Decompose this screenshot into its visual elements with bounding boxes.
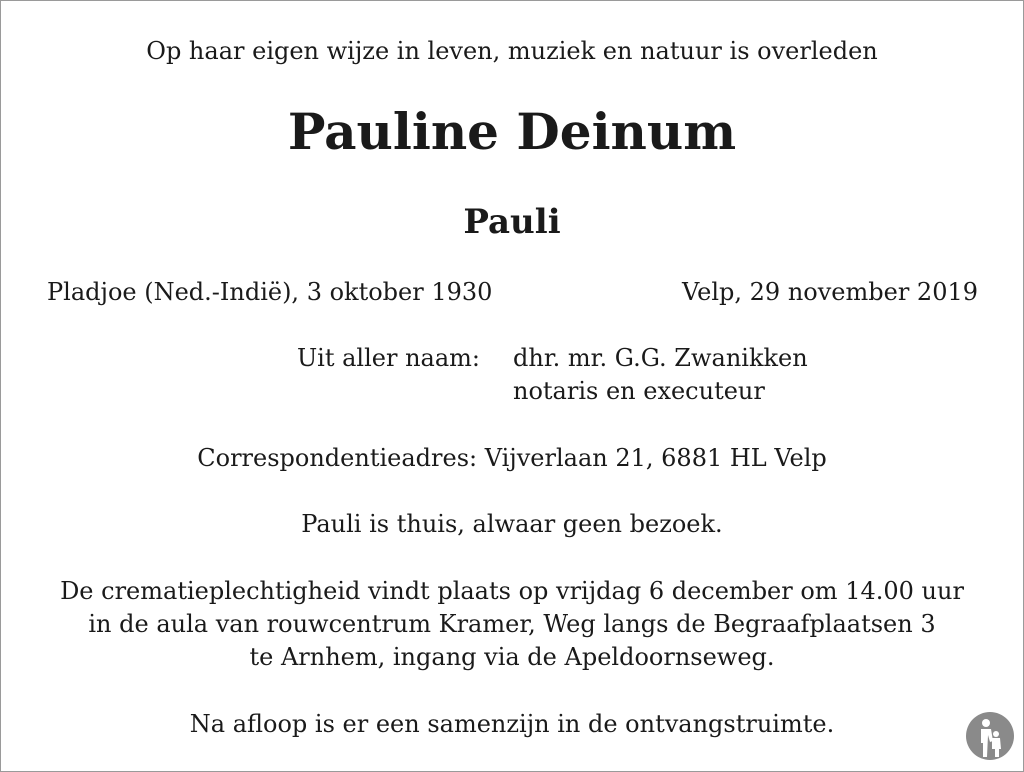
cremation-line-1: De crematieplechtigheid vindt plaats op vrijdag 6 december om 14.00 uur — [60, 577, 964, 605]
signature-label: Uit aller naam: — [296, 344, 480, 372]
deceased-nickname: Pauli — [463, 202, 561, 242]
intro-text: Op haar eigen wijze in leven, muziek en natuur is overleden — [146, 37, 878, 65]
cremation-line-2: in de aula van rouwcentrum Kramer, Weg langs de Begraafplaatsen 3 — [88, 610, 936, 638]
correspondence-address: Correspondentieadres: Vijverlaan 21, 6881 HL Velp — [197, 444, 827, 472]
signature-role: notaris en executeur — [513, 377, 765, 405]
death-place-date: Velp, 29 november 2019 — [682, 278, 978, 306]
birth-place-date: Pladjoe (Ned.-Indië), 3 oktober 1930 — [47, 278, 493, 306]
signature-name: dhr. mr. G.G. Zwanikken — [513, 344, 808, 372]
deceased-name: Pauline Deinum — [287, 102, 737, 161]
after-ceremony-note: Na afloop is er een samenzijn in de ontvangstruimte. — [189, 710, 835, 738]
home-visit-note: Pauli is thuis, alwaar geen bezoek. — [301, 510, 723, 538]
cremation-line-3: te Arnhem, ingang via de Apeldoornseweg. — [249, 643, 775, 671]
figure-carrying-figure-logo-icon — [965, 711, 1015, 761]
